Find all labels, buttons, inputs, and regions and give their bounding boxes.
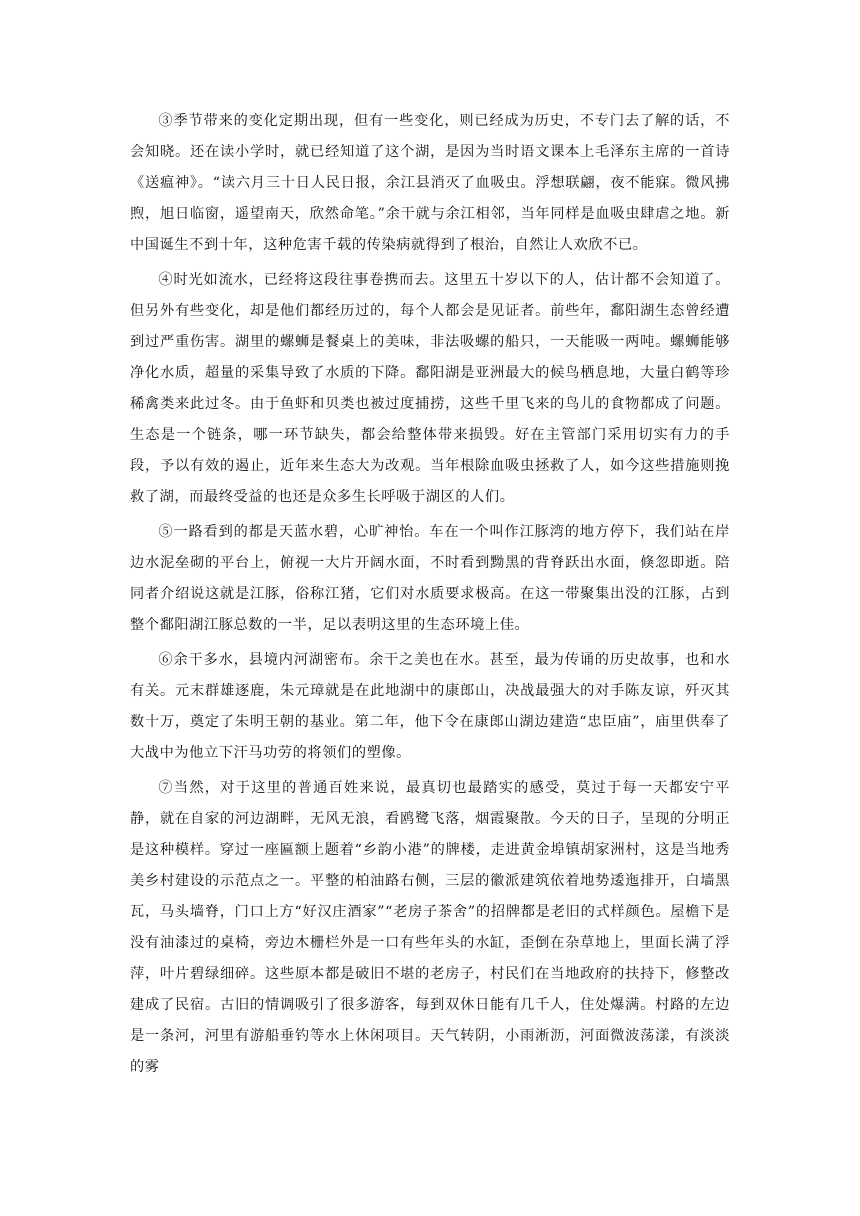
paragraph-3: ③季节带来的变化定期出现，但有一些变化，则已经成为历史，不专门去了解的话，不会知晓。还在读小学时，就已经知道了这个湖，是因为当时语文课本上毛泽东主席的一首诗《送瘟神》。“读六月三十日人民日报，余江县消灭了血吸虫。浮想联翩，夜不能寐。微风拂煦，旭日临窗，遥望南天，欣然命笔。”余干就与余江相邻，当年同样是血吸虫肆虐之地。新中国诞生不到十年，这种危害千载的传染病就得到了根治，自然让人欢欣不已。 — [130, 113, 730, 253]
paragraph-6: ⑥余干多水，县境内河湖密布。余干之美也在水。甚至，最为传诵的历史故事，也和水有关。元末群雄逐鹿，朱元璋就是在此地湖中的康郎山，决战最强大的对手陈友谅，歼灭其数十万，奠定了朱明王朝的基业。第二年，他下令在康郎山湖边建造“忠臣庙”，庙里供奉了大战中为他立下汗马功劳的将领们的塑像。 — [130, 652, 730, 761]
paragraph-7: ⑦当然，对于这里的普通百姓来说，最真切也最踏实的感受，莫过于每一天都安宁平静，就在自家的河边湖畔，无风无浪，看鸥鹭飞落，烟霞聚散。今天的日子，呈现的分明正是这种模样。穿过一座匾额上题着“乡韵小港”的牌楼，走进黄金埠镇胡家洲村，这是当地秀美乡村建设的示范点之一。平整的柏油路右侧，三层的徽派建筑依着地势逶迤排开，白墙黑瓦，马头墙脊，门口上方“好汉庄酒家”“老房子茶舍”的招牌都是老旧的式样颜色。屋檐下是没有油漆过的桌椅，旁边木栅栏外是一口有些年头的水缸，歪倒在杂草地上，里面长满了浮萍，叶片碧绿细碎。这些原本都是破旧不堪的老房子，村民们在当地政府的扶持下，修整改建成了民宿。古旧的情调吸引了很多游客，每到双休日能有几千人，住处爆满。村路的左边是一条河，河里有游船垂钓等水上休闲项目。天气转阴，小雨淅沥，河面微波荡漾，有淡淡的雾 — [130, 780, 730, 1075]
paragraph-5: ⑤一路看到的都是天蓝水碧，心旷神怡。车在一个叫作江豚湾的地方停下，我们站在岸边水泥垒砌的平台上，俯视一大片开阔水面，不时看到黝黑的背脊跃出水面，倏忽即逝。陪同者介绍说这就是江豚，俗称江猪，它们对水质要求极高。在这一带聚集出没的江豚，占到整个鄱阳湖江豚总数的一半，足以表明这里的生态环境上佳。 — [130, 524, 730, 633]
paragraph-4: ④时光如流水，已经将这段往事卷携而去。这里五十岁以下的人，估计都不会知道了。但另外有些变化，却是他们都经历过的，每个人都会是见证者。前些年，鄱阳湖生态曾经遭到过严重伤害。湖里的螺蛳是餐桌上的美味，非法吸螺的船只，一天能吸一两吨。螺蛳能够净化水质，超量的采集导致了水质的下降。鄱阳湖是亚洲最大的候鸟栖息地，大量白鹤等珍稀禽类来此过冬。由于鱼虾和贝类也被过度捕捞，这些千里飞来的鸟儿的食物都成了问题。生态是一个链条，哪一环节缺失，都会给整体带来损毁。好在主管部门采用切实有力的手段，予以有效的遏止，近年来生态大为改观。当年根除血吸虫拯救了人，如今这些措施则挽救了湖，而最终受益的也还是众多生长呼吸于湖区的人们。 — [130, 272, 730, 505]
document-page — [130, 106, 730, 1087]
